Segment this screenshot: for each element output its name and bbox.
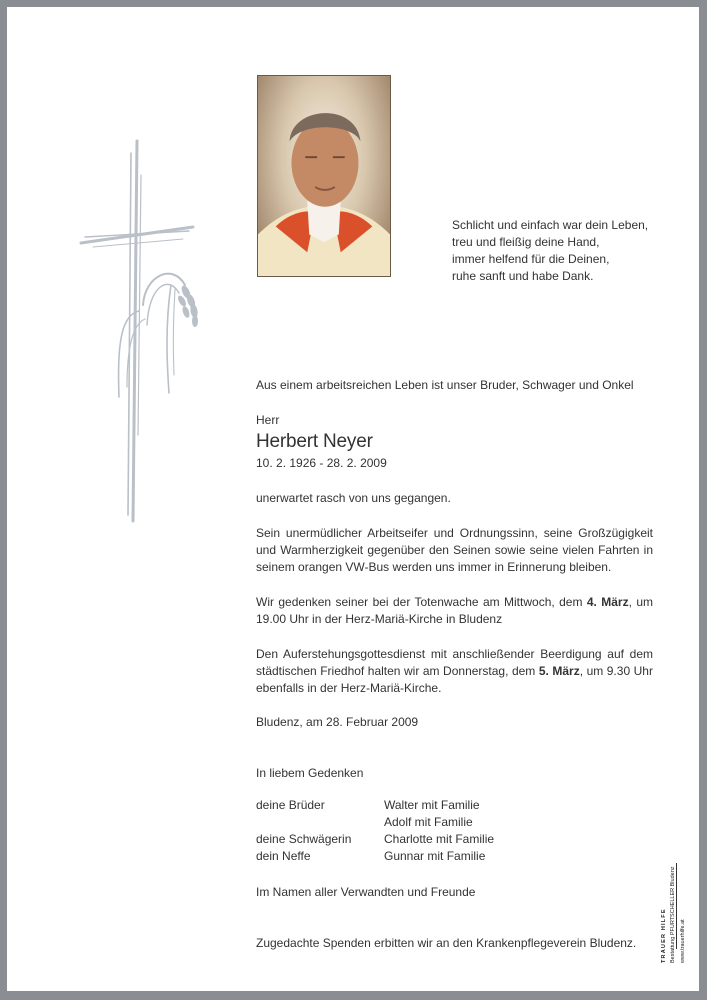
mourner-row xyxy=(256,797,494,814)
wake-suffix: , um 19.00 Uhr in der Herz-Mariä-Kirche in Bludenz xyxy=(256,595,653,626)
mourner-name: Charlotte mit Familie xyxy=(384,832,495,846)
cross-with-wheat-icon xyxy=(73,135,213,527)
intro-text: Aus einem arbeitsreichen Leben ist unser Bruder, Schwager und Onkel xyxy=(256,378,634,392)
relatives-text: Im Namen aller Verwandten und Freunde xyxy=(256,885,476,899)
mourner-row xyxy=(256,831,494,848)
mourner-relation: deine Schwägerin xyxy=(256,832,352,846)
poem-line: immer helfend für die Deinen, xyxy=(452,252,610,266)
poem-line: treu und fleißig deine Hand, xyxy=(452,235,600,249)
place-date: Bludenz, am 28. Februar 2009 xyxy=(256,715,419,729)
mourner-name: Walter mit Familie xyxy=(384,798,480,812)
funeral-prefix: Den Auferstehungsgottesdienst mit anschließender Beerdigung auf dem städtischen Friedhof halten wir am Donnerstag, dem xyxy=(256,647,653,678)
poem-line: Schlicht und einfach war dein Leben, xyxy=(452,218,649,232)
departed-text: unerwartet rasch von uns gegangen. xyxy=(256,491,451,505)
deceased-name: Herbert Neyer xyxy=(256,431,373,452)
funeral-date: 5. März xyxy=(538,664,580,678)
life-dates: 10. 2. 1926 - 28. 2. 2009 xyxy=(256,456,387,470)
mourner-name: Gunnar mit Familie xyxy=(384,849,486,863)
mourner-row xyxy=(256,814,494,831)
donations-text: Zugedachte Spenden erbitten wir an den Krankenpflegeverein Bludenz. xyxy=(256,936,637,950)
stamp-divider xyxy=(676,863,677,949)
remembrance-text: In liebem Gedenken xyxy=(256,766,364,780)
mourner-relation: deine Brüder xyxy=(256,798,325,812)
wake-text xyxy=(256,594,653,628)
poem-line: ruhe sanft und habe Dank. xyxy=(452,269,594,283)
funeral-home-stamp xyxy=(658,863,688,963)
salutation: Herr xyxy=(256,413,280,427)
wake-date: 4. März xyxy=(586,595,629,609)
funeral-text xyxy=(256,646,653,697)
mourner-row xyxy=(256,848,494,865)
stamp-website: www.trauerhilfe.at xyxy=(680,919,686,963)
mourner-name: Adolf mit Familie xyxy=(384,815,473,829)
tribute-text: Sein unermüdlicher Arbeitseifer und Ordnungssinn, seine Großzügigkeit und Warmherzigkeit gegenüber den Seinen sowie seine vielen Fahrten in seinem orangen VW-Bus werden uns immer in Erinnerung bleiben. xyxy=(256,526,653,574)
stamp-company: Bestattung PFURTSCHELLER Bludenz xyxy=(670,866,676,963)
mourners-list xyxy=(256,797,494,865)
funeral-suffix: , um 9.30 Uhr ebenfalls in der Herz-Mariä-Kirche. xyxy=(256,664,653,695)
stamp-brand: TRAUER HILFE xyxy=(661,908,667,963)
mourner-relation xyxy=(256,814,384,831)
mourner-relation: dein Neffe xyxy=(256,849,311,863)
obituary-sheet xyxy=(7,7,699,991)
portrait-photo xyxy=(257,75,391,277)
memorial-poem xyxy=(452,217,692,285)
wake-prefix: Wir gedenken seiner bei der Totenwache am Mittwoch, dem xyxy=(256,595,587,609)
